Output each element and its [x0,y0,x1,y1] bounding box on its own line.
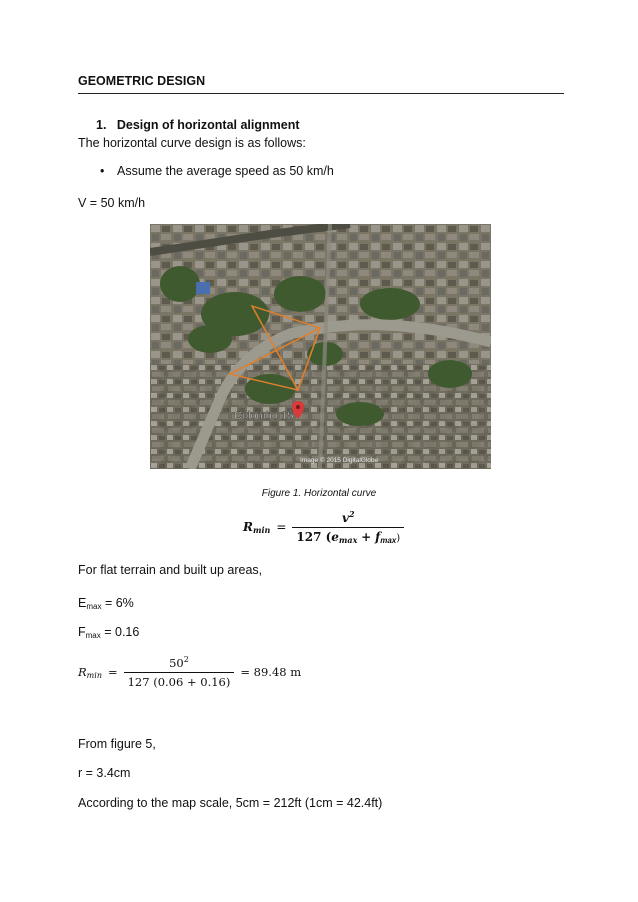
intro-text: The horizontal curve design is as follows: [78,136,306,150]
section-number: 1. [96,118,107,132]
radius-value: r = 3.4cm [78,766,131,780]
rmin-calculation [78,655,301,689]
formula-numerator: $v^2$ [341,509,355,525]
bullet-item: Assume the average speed as 50 km/h [117,164,334,178]
formula-equals: = [276,520,287,534]
calc-equals: = [107,665,118,679]
terrain-text: For flat terrain and built up areas, [78,563,263,577]
section-heading [96,118,300,132]
fmax-line: $F_{max} = 0.16$ [78,625,140,640]
formula-fraction [292,509,404,545]
formula-denominator: 127 $(e_{max} + fmax)$ [292,527,404,545]
page-heading: GEOMETRIC DESIGN [78,74,206,88]
calc-lhs: $R_{min}$ [78,664,102,680]
map-place-label: Colombo 15 [234,410,294,422]
heading-divider [78,93,564,94]
from-figure-text: From figure 5, [78,737,156,751]
bullet-dot: • [100,164,105,178]
speed-value: V = 50 km/h [78,196,146,210]
map-scale-text: According to the map scale, 5cm = 212ft (1cm = 42.4ft) [78,796,383,810]
blue-roof [196,282,210,294]
calc-numerator: $50^2$ [169,655,189,670]
formula-lhs: $R_{min}$ [243,519,271,535]
figure-caption: Figure 1. Horizontal curve [261,488,377,499]
map-credit: Image © 2015 DigitalGlobe [300,457,379,464]
section-title: Design of horizontal alignment [116,118,300,132]
calc-denominator: 127 (0.06 + 0.16) [124,672,235,689]
calc-fraction [124,655,235,689]
satellite-map [150,224,491,469]
calc-result: = 89.48 m [240,665,302,679]
rmin-formula [243,509,404,545]
emax-line: $E_{max} = 6\%$ [78,596,134,611]
